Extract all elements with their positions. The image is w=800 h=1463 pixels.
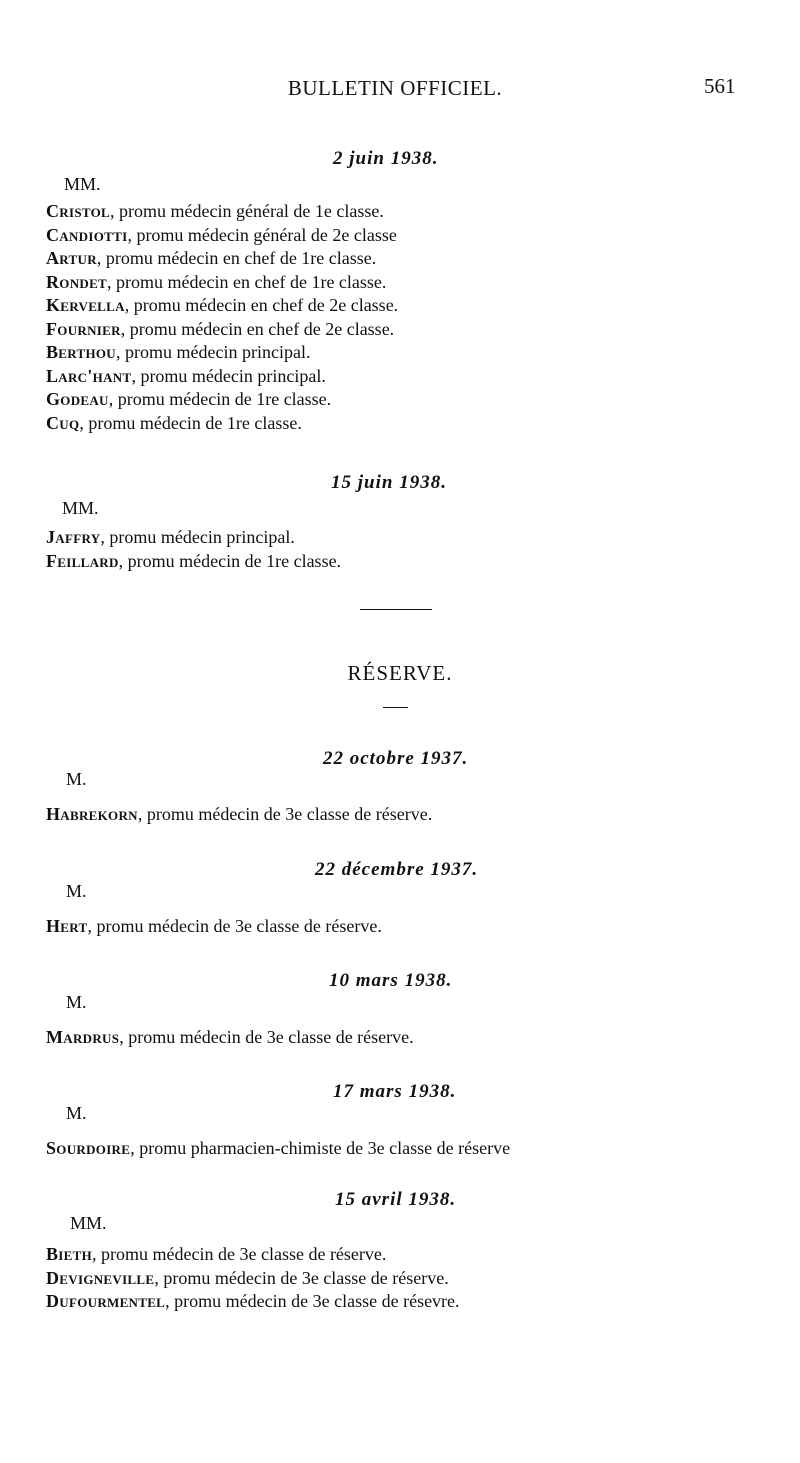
list-item bbox=[46, 1137, 510, 1161]
promotion-text: , promu médecin de 3e classe de réserve. bbox=[154, 1267, 449, 1288]
promotion-text: , promu médecin de 1re classe. bbox=[108, 389, 332, 409]
entry-list bbox=[46, 1137, 510, 1161]
officer-name: Mardrus bbox=[46, 1027, 120, 1047]
promotion-text: , promu médecin général de 1e classe. bbox=[110, 201, 384, 221]
officer-name: Hert bbox=[46, 916, 88, 936]
promotion-text: , promu médecin en chef de 2e classe. bbox=[120, 318, 395, 339]
list-item bbox=[46, 412, 398, 436]
officer-name: Fournier bbox=[46, 318, 121, 339]
promotion-text: , promu médecin de 1re classe. bbox=[118, 550, 342, 571]
list-item bbox=[46, 1026, 414, 1050]
section-title-reserve: RÉSERVE. bbox=[347, 661, 453, 685]
salutation: MM. bbox=[70, 1213, 107, 1233]
salutation: M. bbox=[66, 1103, 87, 1123]
promotion-text: , promu médecin en chef de 1re classe. bbox=[96, 248, 377, 268]
group-date: 15 avril 1938. bbox=[335, 1189, 457, 1210]
salutation: MM. bbox=[64, 174, 101, 194]
group-date: 2 juin 1938. bbox=[333, 148, 439, 169]
list-item bbox=[46, 1243, 460, 1267]
promotion-text: , promu médecin de 3e classe de réserve. bbox=[137, 804, 433, 824]
officer-name: Larc'hant bbox=[46, 365, 132, 386]
salutation: M. bbox=[66, 881, 87, 901]
list-item bbox=[46, 1290, 460, 1314]
officer-name: Rondet bbox=[46, 271, 108, 292]
list-item bbox=[46, 294, 398, 318]
list-item bbox=[46, 803, 432, 827]
entry-list bbox=[46, 526, 341, 573]
promotion-text: , promu médecin en chef de 1re classe. bbox=[107, 271, 387, 292]
group-date: 22 décembre 1937. bbox=[315, 859, 479, 880]
list-item bbox=[46, 915, 382, 939]
entry-list bbox=[46, 803, 432, 827]
promotion-text: , promu pharmacien-chimiste de 3e classe de réserve bbox=[130, 1138, 511, 1158]
officer-name: Devigneville bbox=[46, 1267, 155, 1288]
officer-name: Jaffry bbox=[46, 527, 101, 547]
promotion-text: , promu médecin général de 2e classe bbox=[127, 224, 397, 245]
group-date: 22 octobre 1937. bbox=[323, 748, 469, 769]
officer-name: Feillard bbox=[46, 550, 119, 571]
list-item bbox=[46, 1267, 460, 1291]
list-item bbox=[46, 526, 341, 550]
list-item bbox=[46, 271, 398, 295]
promotion-text: , promu médecin de 3e classe de réserve. bbox=[87, 916, 382, 936]
group-date: 15 juin 1938. bbox=[331, 472, 447, 493]
promotion-text: , promu médecin de 3e classe de réserve. bbox=[119, 1027, 414, 1047]
officer-name: Bieth bbox=[46, 1244, 93, 1264]
officer-name: Dufourmentel bbox=[46, 1291, 166, 1311]
list-item bbox=[46, 365, 398, 389]
promotion-text: , promu médecin de 1re classe. bbox=[79, 412, 302, 433]
list-item bbox=[46, 388, 398, 412]
list-item bbox=[46, 341, 398, 365]
salutation: MM. bbox=[62, 498, 99, 518]
officer-name: Candiotti bbox=[46, 224, 128, 245]
officer-name: Kervella bbox=[46, 295, 125, 315]
salutation: M. bbox=[66, 769, 87, 789]
officer-name: Habrekorn bbox=[46, 804, 138, 824]
header-title: BULLETIN OFFICIEL. bbox=[287, 76, 503, 100]
promotion-text: , promu médecin principal. bbox=[100, 527, 295, 547]
salutation: M. bbox=[66, 992, 87, 1012]
promotion-text: , promu médecin de 3e classe de réserve. bbox=[92, 1244, 387, 1264]
promotion-text: , promu médecin en chef de 2e classe. bbox=[124, 295, 399, 315]
promotion-text: , promu médecin principal. bbox=[116, 342, 311, 362]
section-divider bbox=[360, 609, 432, 610]
entry-list bbox=[46, 200, 398, 435]
list-item bbox=[46, 247, 398, 271]
promotion-text: , promu médecin principal. bbox=[131, 365, 326, 386]
officer-name: Cuq bbox=[46, 412, 80, 433]
officer-name: Godeau bbox=[46, 389, 109, 409]
section-title-underline bbox=[383, 707, 408, 708]
list-item bbox=[46, 550, 341, 574]
officer-name: Cristol bbox=[46, 201, 110, 221]
page-number: 561 bbox=[704, 74, 736, 98]
group-date: 17 mars 1938. bbox=[333, 1081, 457, 1102]
entry-list bbox=[46, 915, 382, 939]
promotion-text: , promu médecin de 3e classe de résevre. bbox=[165, 1291, 460, 1311]
list-item bbox=[46, 318, 398, 342]
list-item bbox=[46, 200, 398, 224]
group-date: 10 mars 1938. bbox=[329, 970, 453, 991]
officer-name: Berthou bbox=[46, 342, 116, 362]
officer-name: Sourdoire bbox=[46, 1138, 131, 1158]
entry-list bbox=[46, 1243, 460, 1314]
entry-list bbox=[46, 1026, 414, 1050]
list-item bbox=[46, 224, 398, 248]
officer-name: Artur bbox=[46, 248, 97, 268]
